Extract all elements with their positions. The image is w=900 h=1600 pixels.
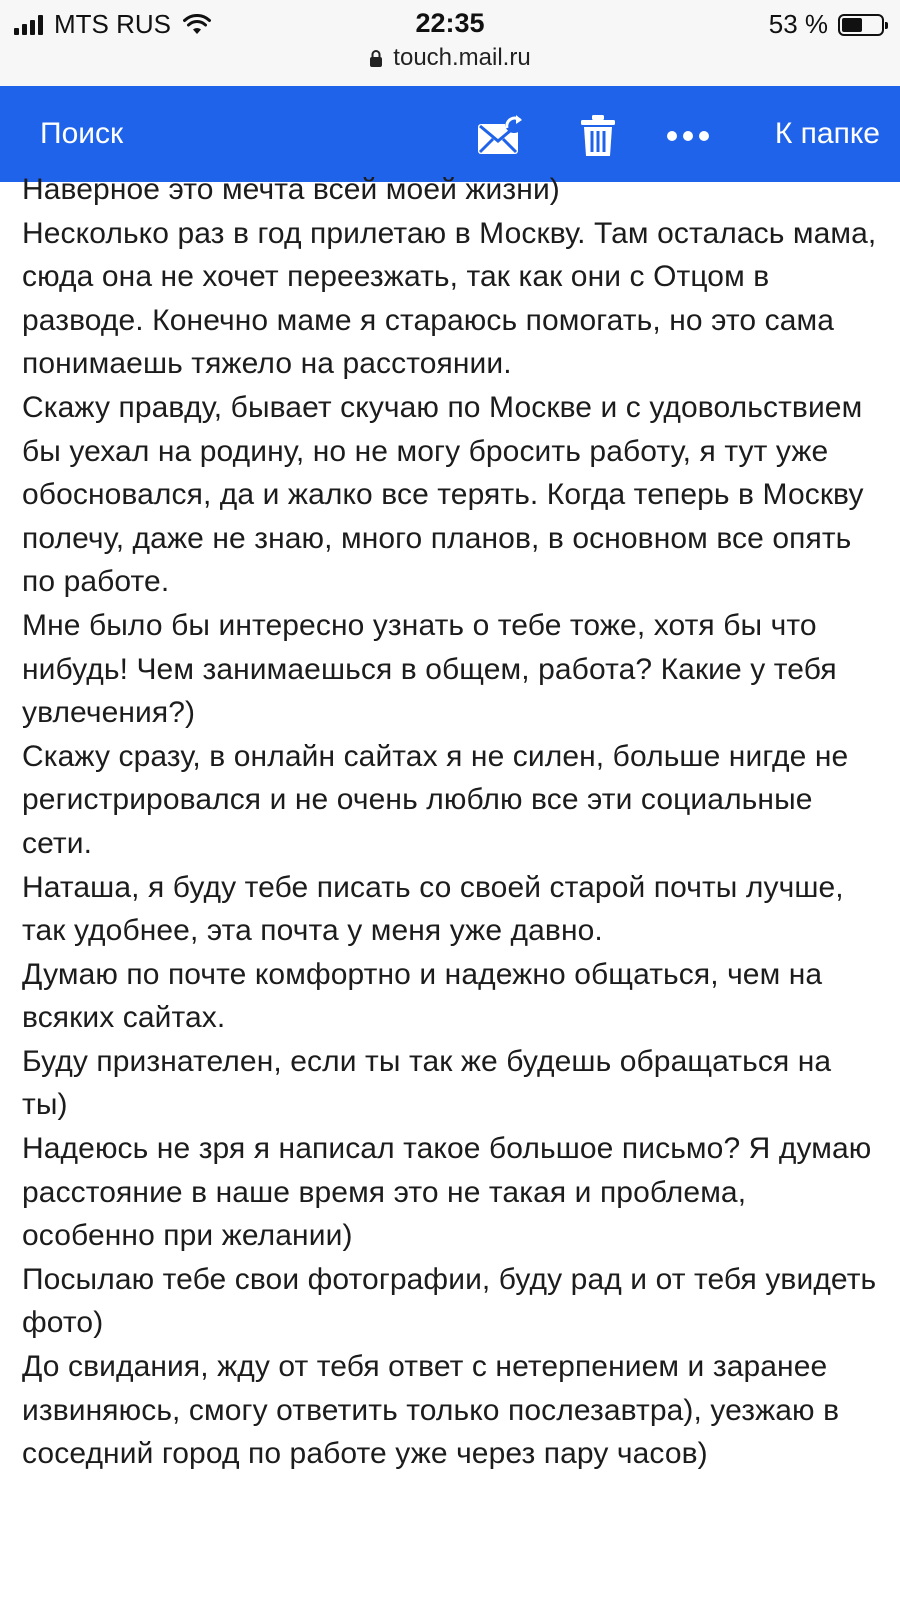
message-paragraph: Думаю по почте комфортно и надежно общаться, чем на всяких сайтах. [22, 957, 823, 1035]
message-body [22, 168, 882, 1476]
more-icon [666, 130, 710, 142]
message-paragraph: Буду признателен, если ты так же будешь обращаться на ты) [22, 1044, 832, 1122]
message-paragraph: До свидания, жду от тебя ответ с нетерпением и заранее извиняюсь, смогу ответить только послезавтра), уезжаю в соседний город по работе уже через пару часов) [22, 1350, 840, 1471]
message-paragraph: Наверное это мечта всей моей жизни) [22, 173, 560, 206]
message-paragraph: Наташа, я буду тебе писать со своей старой почты лучше, так удобнее, эта почта у меня уже давно. [22, 870, 844, 948]
trash-icon [580, 114, 616, 158]
back-to-search-button[interactable]: Поиск [40, 117, 124, 150]
back-to-folder-button[interactable]: К папке [774, 117, 880, 150]
mark-unread-icon [476, 114, 524, 158]
battery-percent: 53 % [768, 9, 828, 39]
message-paragraph: Мне было бы интересно узнать о тебе тоже, хотя бы что нибудь! Чем занимаешься в общем, работа? Какие у тебя увлечения?) [22, 608, 837, 730]
mark-unread-button[interactable] [476, 114, 524, 158]
message-paragraph: Посылаю тебе свои фотографии, буду рад и от тебя увидеть фото) [22, 1262, 877, 1340]
battery-indicator [769, 9, 884, 40]
message-paragraph: Скажу сразу, в онлайн сайтах я не силен, больше нигде не регистрировался и не очень люблю все эти социальные сети. [22, 739, 849, 860]
message-paragraph: Скажу правду, бывает скучаю по Москве и с удовольствием бы уехал на родину, но не могу бросить работу, я тут уже обосновался, да и жалко все терять. Когда теперь в Москву полечу, даже не знаю, много планов, в основном все опять по работе. [22, 390, 864, 599]
status-bar [0, 0, 900, 86]
carrier-name: MTS RUS [54, 9, 171, 39]
delete-button[interactable] [574, 114, 622, 158]
battery-fill [842, 18, 862, 32]
address-bar[interactable] [0, 44, 900, 72]
url-text: touch.mail.ru [393, 44, 531, 71]
lock-icon [369, 49, 383, 67]
message-paragraph: Надеюсь не зря я написал такое большое письмо? Я думаю расстояние в наше время это не такая и проблема, особенно при желании) [22, 1132, 872, 1253]
battery-icon [838, 14, 884, 36]
clock: 22:35 [415, 8, 485, 38]
message-paragraph: Несколько раз в год прилетаю в Москву. Там осталась мама, сюда она не хочет переезжать, так как они с Отцом в разводе. Конечно маме я стараюсь помогать, но это сама понимаешь тяжело на расстоянии. [22, 216, 877, 381]
more-button[interactable] [664, 114, 712, 158]
